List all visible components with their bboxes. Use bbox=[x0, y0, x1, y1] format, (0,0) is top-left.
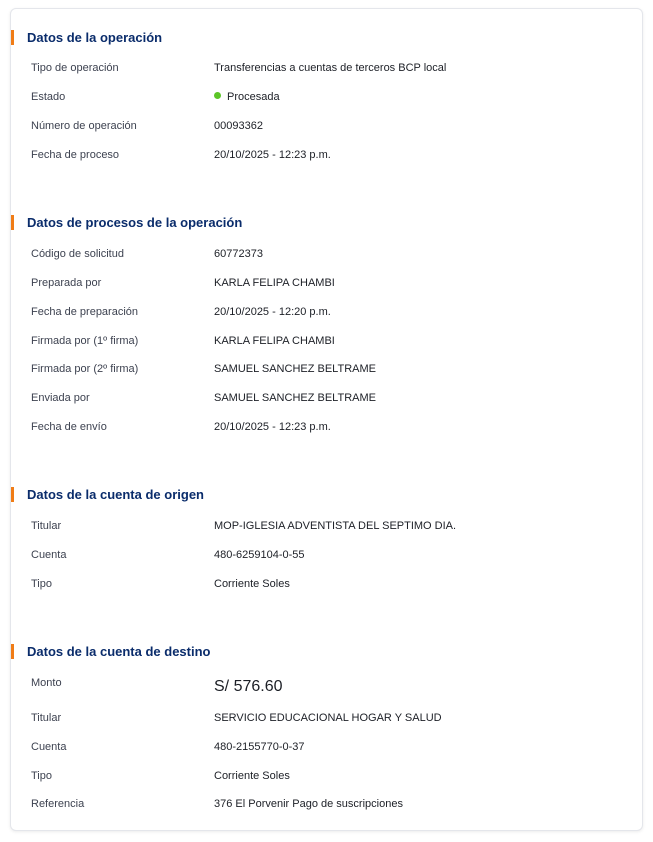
field-label: Firmada por (2º firma) bbox=[31, 363, 139, 375]
row-tipo-operacion bbox=[11, 59, 642, 77]
field-label: Tipo bbox=[31, 770, 52, 782]
section-operation bbox=[11, 29, 642, 47]
field-label: Preparada por bbox=[31, 277, 102, 289]
field-value: Corriente Soles bbox=[214, 578, 290, 590]
field-label: Referencia bbox=[31, 798, 85, 810]
status-dot-icon bbox=[214, 92, 221, 99]
field-label: Fecha de preparación bbox=[31, 306, 139, 318]
field-label: Número de operación bbox=[31, 120, 137, 132]
row-firmada-2 bbox=[11, 360, 642, 378]
section-accent-bar bbox=[11, 487, 14, 502]
field-value: 60772373 bbox=[214, 248, 263, 260]
field-label: Cuenta bbox=[31, 549, 67, 561]
field-value: MOP-IGLESIA ADVENTISTA DEL SEPTIMO DIA. bbox=[214, 520, 457, 532]
field-label: Tipo de operación bbox=[31, 62, 119, 74]
field-value: SAMUEL SANCHEZ BELTRAME bbox=[214, 392, 376, 404]
row-fecha-proceso bbox=[11, 146, 642, 164]
field-value: 376 El Porvenir Pago de suscripciones bbox=[214, 798, 403, 810]
row-titular-destino bbox=[11, 709, 642, 727]
field-value: 20/10/2025 - 12:20 p.m. bbox=[214, 306, 331, 318]
field-label: Fecha de envío bbox=[31, 421, 107, 433]
field-label: Código de solicitud bbox=[31, 248, 124, 260]
status-text: Procesada bbox=[227, 91, 280, 103]
row-fecha-envio bbox=[11, 418, 642, 436]
amount-value: S/ 576.60 bbox=[214, 678, 283, 695]
section-title: Datos de procesos de la operación bbox=[11, 214, 642, 232]
field-value: SERVICIO EDUCACIONAL HOGAR Y SALUD bbox=[214, 712, 442, 724]
section-title: Datos de la cuenta de destino bbox=[11, 643, 642, 661]
section-destination-account bbox=[11, 643, 642, 661]
field-label: Titular bbox=[31, 712, 62, 724]
operation-detail-card bbox=[10, 8, 643, 831]
row-monto bbox=[11, 674, 642, 695]
field-value: KARLA FELIPA CHAMBI bbox=[214, 335, 335, 347]
section-processes bbox=[11, 214, 642, 232]
row-titular-origen bbox=[11, 517, 642, 535]
field-value: 480-2155770-0-37 bbox=[214, 741, 305, 753]
row-estado bbox=[11, 88, 642, 106]
section-title: Datos de la operación bbox=[11, 29, 642, 47]
field-value: Corriente Soles bbox=[214, 770, 290, 782]
field-label: Cuenta bbox=[31, 741, 67, 753]
section-accent-bar bbox=[11, 215, 14, 230]
status-value bbox=[214, 88, 280, 106]
section-accent-bar bbox=[11, 30, 14, 45]
row-cuenta-origen bbox=[11, 546, 642, 564]
row-firmada-1 bbox=[11, 332, 642, 350]
field-value: SAMUEL SANCHEZ BELTRAME bbox=[214, 363, 376, 375]
row-cuenta-destino bbox=[11, 738, 642, 756]
section-origin-account bbox=[11, 486, 642, 504]
row-tipo-origen bbox=[11, 575, 642, 593]
field-value: Transferencias a cuentas de terceros BCP local bbox=[214, 62, 447, 74]
row-referencia bbox=[11, 795, 642, 813]
field-label: Fecha de proceso bbox=[31, 149, 120, 161]
field-label: Firmada por (1º firma) bbox=[31, 335, 139, 347]
row-numero-operacion bbox=[11, 117, 642, 135]
row-fecha-preparacion bbox=[11, 303, 642, 321]
row-tipo-destino bbox=[11, 767, 642, 785]
field-label: Enviada por bbox=[31, 392, 90, 404]
field-value: 20/10/2025 - 12:23 p.m. bbox=[214, 421, 331, 433]
field-label: Titular bbox=[31, 520, 62, 532]
field-value: KARLA FELIPA CHAMBI bbox=[214, 277, 335, 289]
section-accent-bar bbox=[11, 644, 14, 659]
field-label: Tipo bbox=[31, 578, 52, 590]
row-enviada-por bbox=[11, 389, 642, 407]
field-value: 00093362 bbox=[214, 120, 263, 132]
section-title: Datos de la cuenta de origen bbox=[11, 486, 642, 504]
row-codigo-solicitud bbox=[11, 245, 642, 263]
field-value: 480-6259104-0-55 bbox=[214, 549, 305, 561]
row-preparada-por bbox=[11, 274, 642, 292]
field-label: Monto bbox=[31, 677, 62, 689]
field-value: 20/10/2025 - 12:23 p.m. bbox=[214, 149, 331, 161]
field-label: Estado bbox=[31, 91, 66, 103]
